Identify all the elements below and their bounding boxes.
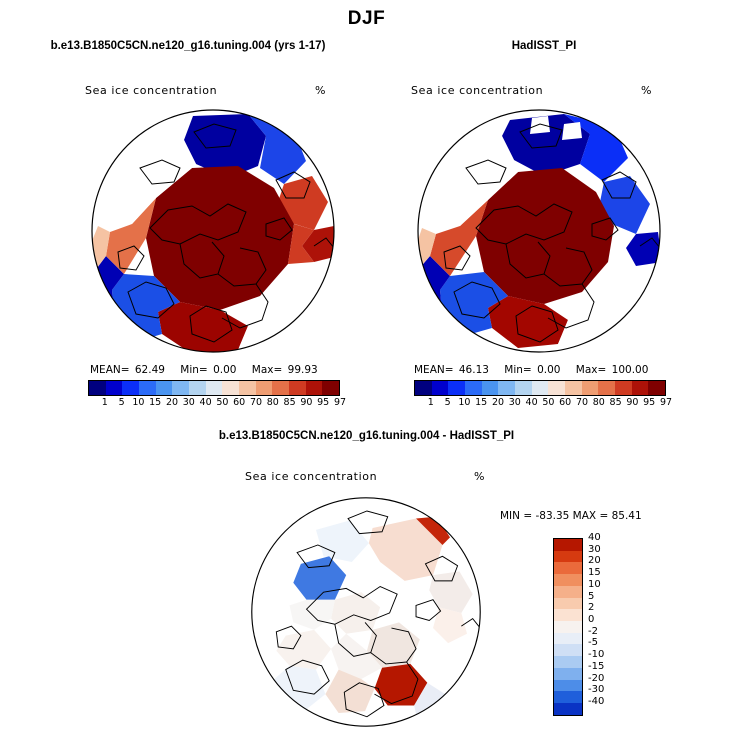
- colorbar-tick-label: 95: [317, 397, 330, 408]
- variable-label-difference: Sea ice concentration: [245, 470, 378, 483]
- panel-title-difference: b.e13.B1850C5CN.ne120_g16.tuning.004 - HadISST_PI: [218, 430, 515, 442]
- colorbar-tick-label: 85: [609, 397, 622, 408]
- panel-title-obs: HadISST_PI: [511, 40, 577, 52]
- colorbar-tick-label: 15: [475, 397, 488, 408]
- colorbar-cell: [106, 381, 123, 395]
- polar-map-obs: [414, 106, 664, 356]
- colorbar-cell: [554, 598, 582, 610]
- colorbar-cell: [554, 703, 582, 715]
- colorbar-cell: [554, 539, 582, 551]
- colorbar-tick-label: 97: [333, 397, 347, 408]
- colorbar-cell: [554, 621, 582, 633]
- colorbar-model: [88, 380, 340, 396]
- colorbar-cell: [554, 562, 582, 574]
- max-label-obs: Max=: [575, 364, 607, 376]
- colorbar-cell: [554, 633, 582, 645]
- colorbar-ticks-obs: [414, 397, 673, 411]
- mean-value-obs: 46.13: [458, 364, 489, 376]
- colorbar-cell: [532, 381, 549, 395]
- colorbar-cell: [139, 381, 156, 395]
- colorbar-cell: [206, 381, 223, 395]
- colorbar-cell: [448, 381, 465, 395]
- unit-label-difference: %: [474, 470, 485, 483]
- colorbar-cell: [239, 381, 256, 395]
- colorbar-cell: [615, 381, 632, 395]
- colorbar-ticks-model: [88, 397, 347, 411]
- colorbar-ticks-difference: 40 30 20 15 10 5 2 0 -2 -5 -10 -15 -20 -30 -40: [588, 531, 605, 708]
- colorbar-cell: [89, 381, 106, 395]
- colorbar-cell: [548, 381, 565, 395]
- figure-title: DJF: [347, 8, 386, 29]
- colorbar-tick-label: 20: [491, 397, 505, 408]
- colorbar-cell: [582, 381, 599, 395]
- min-label-model: Min=: [180, 364, 208, 376]
- variable-label-model: Sea ice concentration: [85, 84, 218, 97]
- colorbar-tick-label: 60: [559, 397, 572, 408]
- colorbar-cell: [189, 381, 206, 395]
- colorbar-tick-label: 85: [283, 397, 296, 408]
- colorbar-tick-label: 60: [233, 397, 246, 408]
- max-value-obs: 100.00: [611, 364, 649, 376]
- colorbar-cell: [498, 381, 515, 395]
- colorbar-cell: [648, 381, 665, 395]
- colorbar-cell: [554, 609, 582, 621]
- colorbar-tick-label: 15: [149, 397, 162, 408]
- polar-map-difference: [248, 494, 484, 730]
- max-label-model: Max=: [251, 364, 283, 376]
- unit-label-model: %: [315, 84, 326, 97]
- mean-value-model: 62.49: [134, 364, 165, 376]
- colorbar-cell: [554, 586, 582, 598]
- colorbar-cell: [289, 381, 306, 395]
- colorbar-tick-label: 90: [626, 397, 639, 408]
- min-label-obs: Min=: [504, 364, 532, 376]
- colorbar-cell: [322, 381, 339, 395]
- colorbar-tick-label: 70: [249, 397, 263, 408]
- colorbar-tick-label: 30: [508, 397, 521, 408]
- colorbar-cell: [565, 381, 582, 395]
- colorbar-cell: [554, 551, 582, 563]
- colorbar-tick-label: 80: [266, 397, 279, 408]
- colorbar-cell: [465, 381, 482, 395]
- colorbar-tick-label: 30: [182, 397, 195, 408]
- colorbar-cell: [122, 381, 139, 395]
- colorbar-difference: [553, 538, 583, 716]
- colorbar-tick-label: 90: [300, 397, 313, 408]
- polar-map-model: [88, 106, 338, 356]
- colorbar-tick-label: 10: [458, 397, 471, 408]
- stats-obs: [414, 364, 650, 376]
- colorbar-tick-label: 1: [427, 397, 434, 408]
- colorbar-cell: [554, 680, 582, 692]
- colorbar-tick-label: 50: [216, 397, 229, 408]
- colorbar-tick-label: 97: [659, 397, 673, 408]
- colorbar-tick-label: 40: [199, 397, 212, 408]
- colorbar-tick-label: 10: [132, 397, 145, 408]
- colorbar-cell: [415, 381, 432, 395]
- colorbar-cell: [554, 574, 582, 586]
- min-value-obs: 0.00: [537, 364, 561, 376]
- colorbar-cell: [554, 668, 582, 680]
- colorbar-tick-label: 40: [525, 397, 538, 408]
- colorbar-cell: [256, 381, 273, 395]
- colorbar-cell: [272, 381, 289, 395]
- max-value-model: 99.93: [287, 364, 318, 376]
- colorbar-tick-label: 20: [165, 397, 179, 408]
- colorbar-cell: [632, 381, 649, 395]
- colorbar-tick-label: 80: [592, 397, 605, 408]
- colorbar-tick-label: 95: [643, 397, 656, 408]
- colorbar-cell: [482, 381, 499, 395]
- colorbar-obs: [414, 380, 666, 396]
- colorbar-cell: [598, 381, 615, 395]
- colorbar-cell: [432, 381, 449, 395]
- colorbar-cell: [156, 381, 173, 395]
- min-value-model: 0.00: [213, 364, 237, 376]
- colorbar-cell: [515, 381, 532, 395]
- colorbar-tick-label: 5: [444, 397, 451, 408]
- colorbar-cell: [172, 381, 189, 395]
- colorbar-tick-label: 5: [118, 397, 125, 408]
- colorbar-cell: [222, 381, 239, 395]
- colorbar-cell: [306, 381, 323, 395]
- colorbar-cell: [554, 656, 582, 668]
- colorbar-cell: [554, 691, 582, 703]
- minmax-difference: MIN = -83.35 MAX = 85.41: [500, 510, 642, 522]
- colorbar-cell: [554, 644, 582, 656]
- colorbar-tick-label: 70: [575, 397, 589, 408]
- unit-label-obs: %: [641, 84, 652, 97]
- variable-label-obs: Sea ice concentration: [411, 84, 544, 97]
- colorbar-tick-label: 1: [101, 397, 108, 408]
- panel-title-model: b.e13.B1850C5CN.ne120_g16.tuning.004 (yrs 1-17): [50, 40, 326, 52]
- stats-model: [90, 364, 320, 376]
- mean-label-obs: MEAN=: [414, 364, 454, 376]
- colorbar-tick-label: 50: [542, 397, 555, 408]
- mean-label-model: MEAN=: [90, 364, 130, 376]
